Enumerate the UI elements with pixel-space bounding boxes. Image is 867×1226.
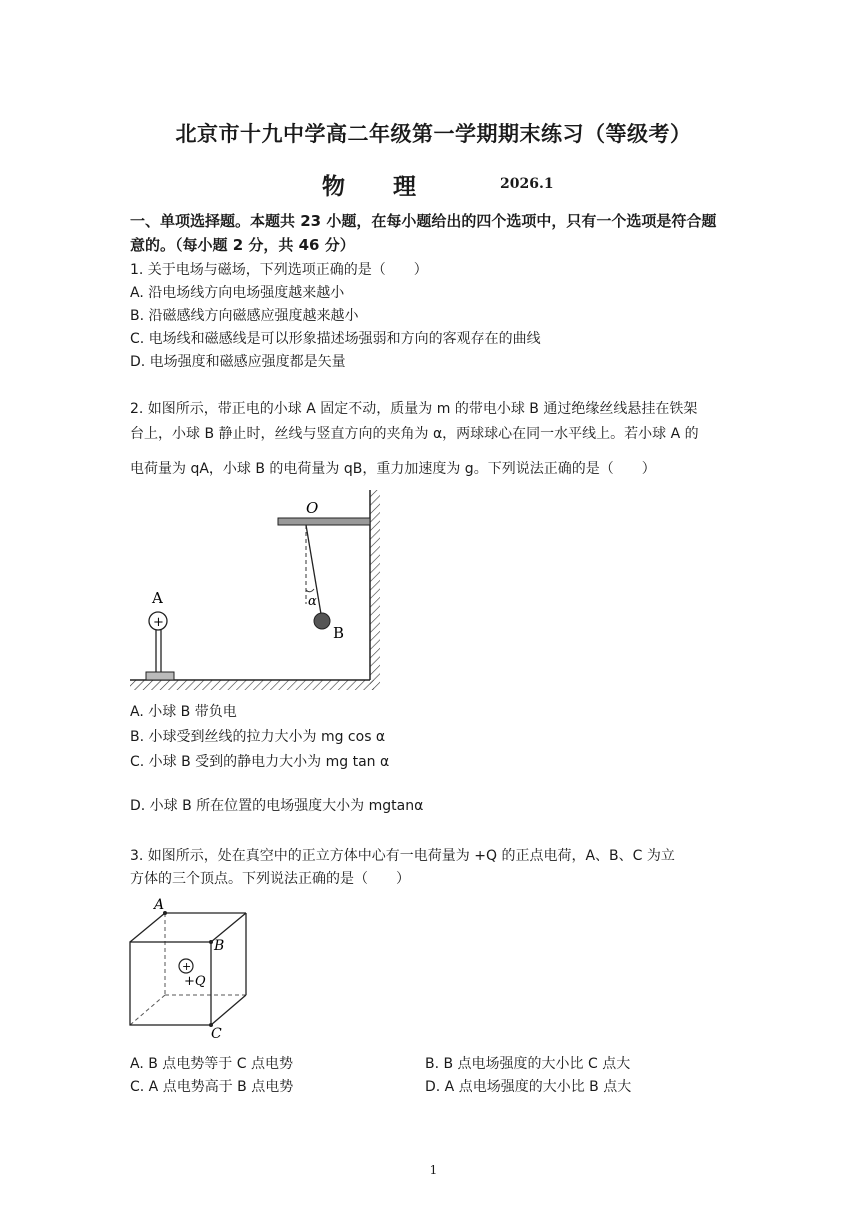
q2-stem-line2: 台上，小球 B 静止时，丝线与竖直方向的夹角为 α，两球球心在同一水平线上。若小球 A 的 [130, 426, 699, 442]
wall-hatch [370, 490, 380, 690]
section-heading-line1: 一、单项选择题。本题共 23 小题，在每小题给出的四个选项中，只有一个选项是符合题 [130, 212, 717, 230]
ground-hatch [130, 680, 374, 690]
q2-stem-line3: 电荷量为 qA，小球 B 的电荷量为 qB，重力加速度为 g。下列说法正确的是（ ） [130, 461, 656, 477]
q2-option-c: C. 小球 B 受到的静电力大小为 mg tan α [130, 754, 390, 770]
label-a: A [154, 897, 165, 913]
page-number: 1 [429, 1163, 438, 1177]
cube-edge [211, 995, 246, 1025]
label-b: B [214, 938, 225, 954]
angle-arc [306, 589, 314, 592]
q2-stem-line1: 2. 如图所示，带正电的小球 A 固定不动，质量为 m 的带电小球 B 通过绝缘丝线悬挂在铁架 [130, 401, 698, 417]
label-a: A [152, 589, 163, 607]
page-title: 北京市十九中学高二年级第一学期期末练习（等级考） [175, 122, 692, 146]
q2-figure [126, 486, 396, 696]
label-alpha: α [308, 594, 317, 609]
q1-option-c: C. 电场线和磁感线是可以形象描述场强弱和方向的客观存在的曲线 [130, 331, 541, 347]
iron-stand-arm [278, 518, 370, 525]
label-o: O [306, 499, 319, 517]
ball-a-plus: + [153, 615, 164, 630]
q1-option-d: D. 电场强度和磁感应强度都是矢量 [130, 354, 346, 370]
q3-stem-line1: 3. 如图所示，处在真空中的正立方体中心有一电荷量为 +Q 的正点电荷，A、B、C 为立 [130, 848, 675, 864]
label-q: +Q [184, 974, 206, 989]
subject-title: 物理 [322, 174, 464, 200]
q3-option-d: D. A 点电场强度的大小比 B 点大 [425, 1079, 632, 1095]
vertex-b [209, 940, 213, 944]
label-b: B [333, 624, 345, 642]
charge-plus: + [182, 960, 192, 973]
q1-option-b: B. 沿磁感线方向磁感应强度越来越小 [130, 308, 359, 324]
q1-option-a: A. 沿电场线方向电场强度越来越小 [130, 285, 345, 301]
section-heading-line2: 意的。（每小题 2 分，共 46 分） [130, 236, 355, 254]
q3-option-c: C. A 点电势高于 B 点电势 [130, 1079, 294, 1095]
q3-stem-line2: 方体的三个顶点。下列说法正确的是（ ） [130, 871, 410, 887]
q1-stem: 1. 关于电场与磁场，下列选项正确的是（ ） [130, 262, 428, 278]
q3-option-a: A. B 点电势等于 C 点电势 [130, 1056, 293, 1072]
q3-cube-figure [120, 895, 260, 1040]
cube-edge [130, 913, 165, 942]
exam-date: 2026.1 [500, 176, 554, 192]
q3-option-b: B. B 点电场强度的大小比 C 点大 [425, 1056, 631, 1072]
stand-base [146, 672, 174, 680]
ball-b [314, 613, 330, 629]
q2-option-d: D. 小球 B 所在位置的电场强度大小为 mgtanα [130, 798, 424, 814]
q2-option-b: B. 小球受到丝线的拉力大小为 mg cos α [130, 729, 386, 745]
cube-hidden-edge [130, 995, 165, 1025]
label-c: C [211, 1026, 222, 1040]
q2-option-a: A. 小球 B 带负电 [130, 704, 237, 720]
